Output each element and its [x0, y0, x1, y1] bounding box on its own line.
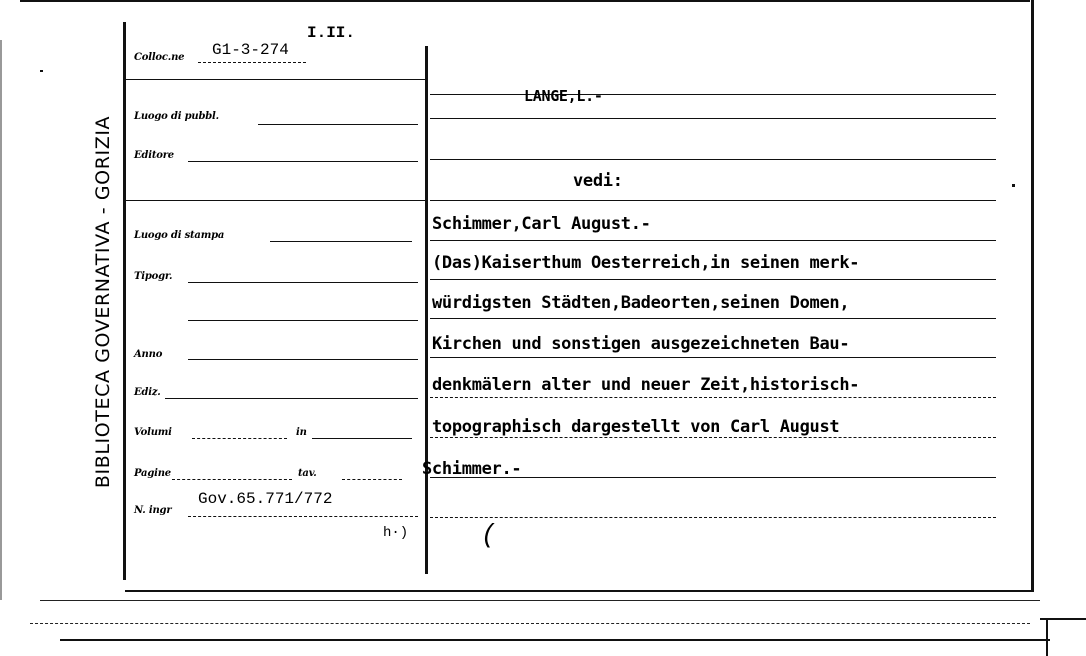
collocazione-value: G1-3-274	[212, 41, 289, 59]
tipogr-line	[188, 282, 418, 283]
collocazione-label: Colloc.ne	[134, 52, 185, 63]
section-rule-bottom	[126, 200, 426, 201]
anno-line	[188, 359, 418, 360]
entry-line-6	[430, 318, 996, 319]
tipogr-line-2	[188, 320, 418, 321]
editore-label: Editore	[134, 150, 174, 161]
entry-line-4	[430, 240, 996, 241]
scan-line-bottom-1	[40, 600, 1040, 601]
entry-line-2	[430, 159, 996, 160]
entry-line-9	[430, 437, 996, 438]
entry-text-line: topographisch dargestellt von Carl August	[432, 417, 840, 437]
scan-speck	[40, 70, 43, 72]
in-line	[312, 438, 412, 439]
entry-line-0	[430, 94, 996, 95]
card-left-rule	[123, 22, 126, 580]
library-side-label: BIBLIOTECA GOVERNATIVA - GORIZIA	[92, 115, 114, 489]
luogo-stampa-line	[270, 241, 412, 242]
scan-line-bottom-3	[60, 639, 1050, 641]
tav-label: tav.	[298, 468, 317, 479]
card-bottom-border	[125, 590, 1034, 592]
scan-line-bottom-2	[30, 623, 1030, 624]
scan-speck	[1012, 184, 1015, 187]
entry-heading: LANGE,L.-	[524, 87, 603, 105]
section-rule-top	[126, 79, 426, 80]
luogo-pubbl-line	[258, 124, 418, 125]
ediz-label: Ediz.	[134, 387, 161, 398]
column-divider	[425, 46, 428, 574]
entry-text-line: Schimmer.-	[422, 459, 522, 479]
scan-corner-mark-h	[1040, 618, 1086, 620]
entry-line-8	[430, 397, 996, 398]
entry-text-line: denkmälern alter und neuer Zeit,historisch-	[432, 375, 860, 395]
collocazione-note: I.II.	[307, 24, 356, 42]
entry-text-line: (Das)Kaiserthum Oesterreich,in seinen merk-	[432, 253, 860, 273]
n-ingr-line	[188, 516, 418, 517]
in-label: in	[296, 427, 307, 438]
anno-label: Anno	[134, 349, 163, 360]
entry-line-5	[430, 279, 996, 280]
scan-left-edge	[0, 40, 2, 600]
n-ingr-value: Gov.65.771/772	[198, 490, 333, 508]
luogo-pubbl-label: Luogo di pubbl.	[134, 111, 219, 122]
entry-line-7	[430, 357, 996, 358]
entry-line-11	[430, 517, 996, 518]
entry-line-3	[430, 200, 996, 201]
volumi-line	[192, 438, 287, 439]
tav-line	[342, 479, 402, 480]
entry-text-line: Kirchen und sonstigen ausgezeichneten Bau-	[432, 334, 850, 354]
scan-corner-mark	[1046, 618, 1048, 656]
ediz-line	[165, 398, 418, 399]
volumi-label: Volumi	[134, 427, 172, 438]
see-label: vedi:	[573, 171, 623, 191]
editore-line	[188, 161, 418, 162]
pagine-label: Pagine	[134, 468, 171, 479]
card-top-border	[20, 0, 1030, 2]
n-ingr-label: N. ingr	[134, 505, 172, 516]
entry-text-line: würdigsten Städten,Badeorten,seinen Domen,	[432, 293, 850, 313]
collocazione-line	[198, 62, 306, 63]
card-right-border	[1031, 0, 1034, 592]
entry-text-line: Schimmer,Carl August.-	[432, 214, 651, 234]
pagine-line	[172, 479, 292, 480]
luogo-stampa-label: Luogo di stampa	[134, 230, 225, 241]
margin-mark: h·)	[383, 525, 409, 541]
tipogr-label: Tipogr.	[134, 271, 173, 282]
entry-line-1	[430, 118, 996, 119]
margin-stroke: (	[481, 520, 497, 550]
